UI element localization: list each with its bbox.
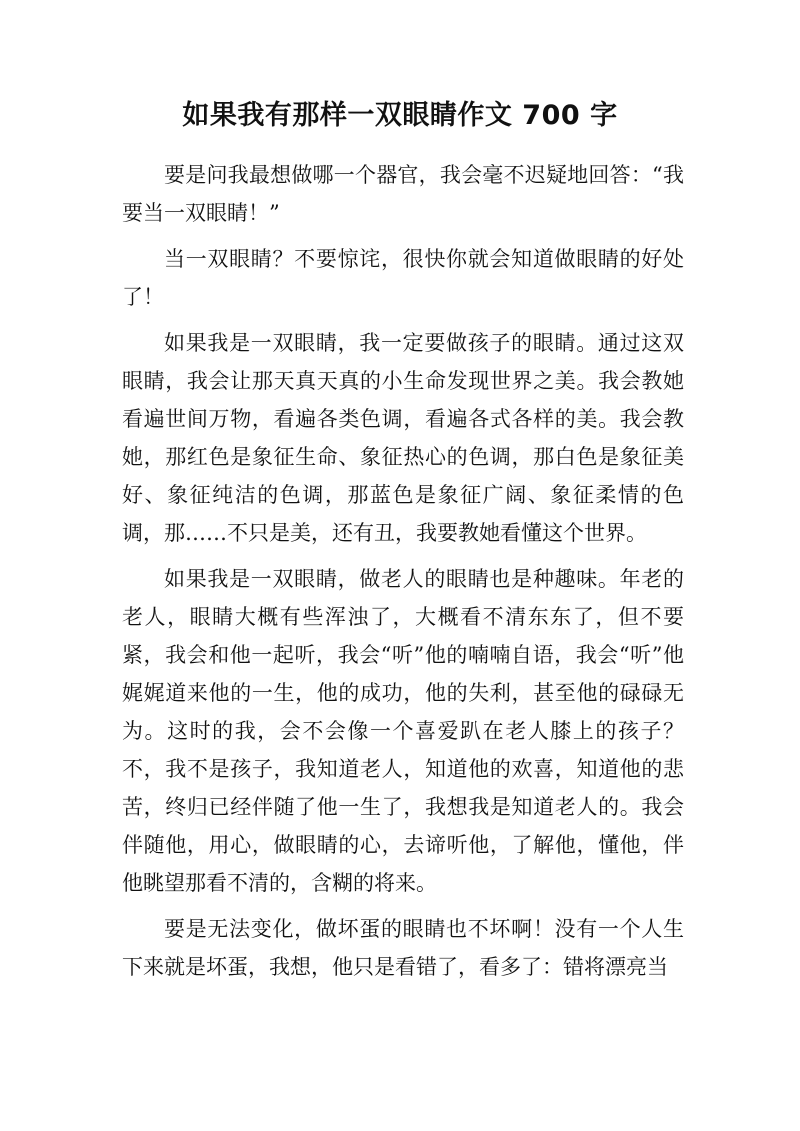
paragraph-5: 要是无法变化，做坏蛋的眼睛也不坏啊！没有一个人生下来就是坏蛋，我想，他只是看错了，看多了：错将漂亮当 bbox=[122, 917, 684, 979]
paragraph-1: 要是问我最想做哪一个器官，我会毫不迟疑地回答：“我要当一双眼睛！” bbox=[122, 163, 684, 225]
paragraph-2: 当一双眼睛？不要惊诧，很快你就会知道做眼睛的好处了！ bbox=[122, 247, 684, 309]
document-title: 如果我有那样一双眼睛作文 700 字 bbox=[182, 100, 618, 131]
paragraph-3: 如果我是一双眼睛，我一定要做孩子的眼睛。通过这双眼睛，我会让那天真天真的小生命发现世界之美。我会教她看遍世间万物，看遍各类色调，看遍各式各样的美。我会教她，那红色是象征生命、象征热心的色调，那白色是象征美好、象征纯洁的色调，那蓝色是象征广阔、象征柔情的色调，那……不只是美，还有丑，我要教她看懂这个世界。 bbox=[122, 331, 684, 545]
document-body bbox=[122, 156, 684, 994]
paragraph-4: 如果我是一双眼睛，做老人的眼睛也是种趣味。年老的老人，眼睛大概有些浑浊了，大概看不清东东了，但不要紧，我会和他一起听，我会“听”他的喃喃自语，我会“听”他娓娓道来他的一生，他的成功，他的失利，甚至他的碌碌无为。这时的我，会不会像一个喜爱趴在老人膝上的孩子？不，我不是孩子，我知道老人，知道他的欢喜，知道他的悲苦，终归已经伴随了他一生了，我想我是知道老人的。我会伴随他，用心，做眼睛的心，去谛听他，了解他，懂他，伴他眺望那看不清的，含糊的将来。 bbox=[122, 567, 684, 895]
